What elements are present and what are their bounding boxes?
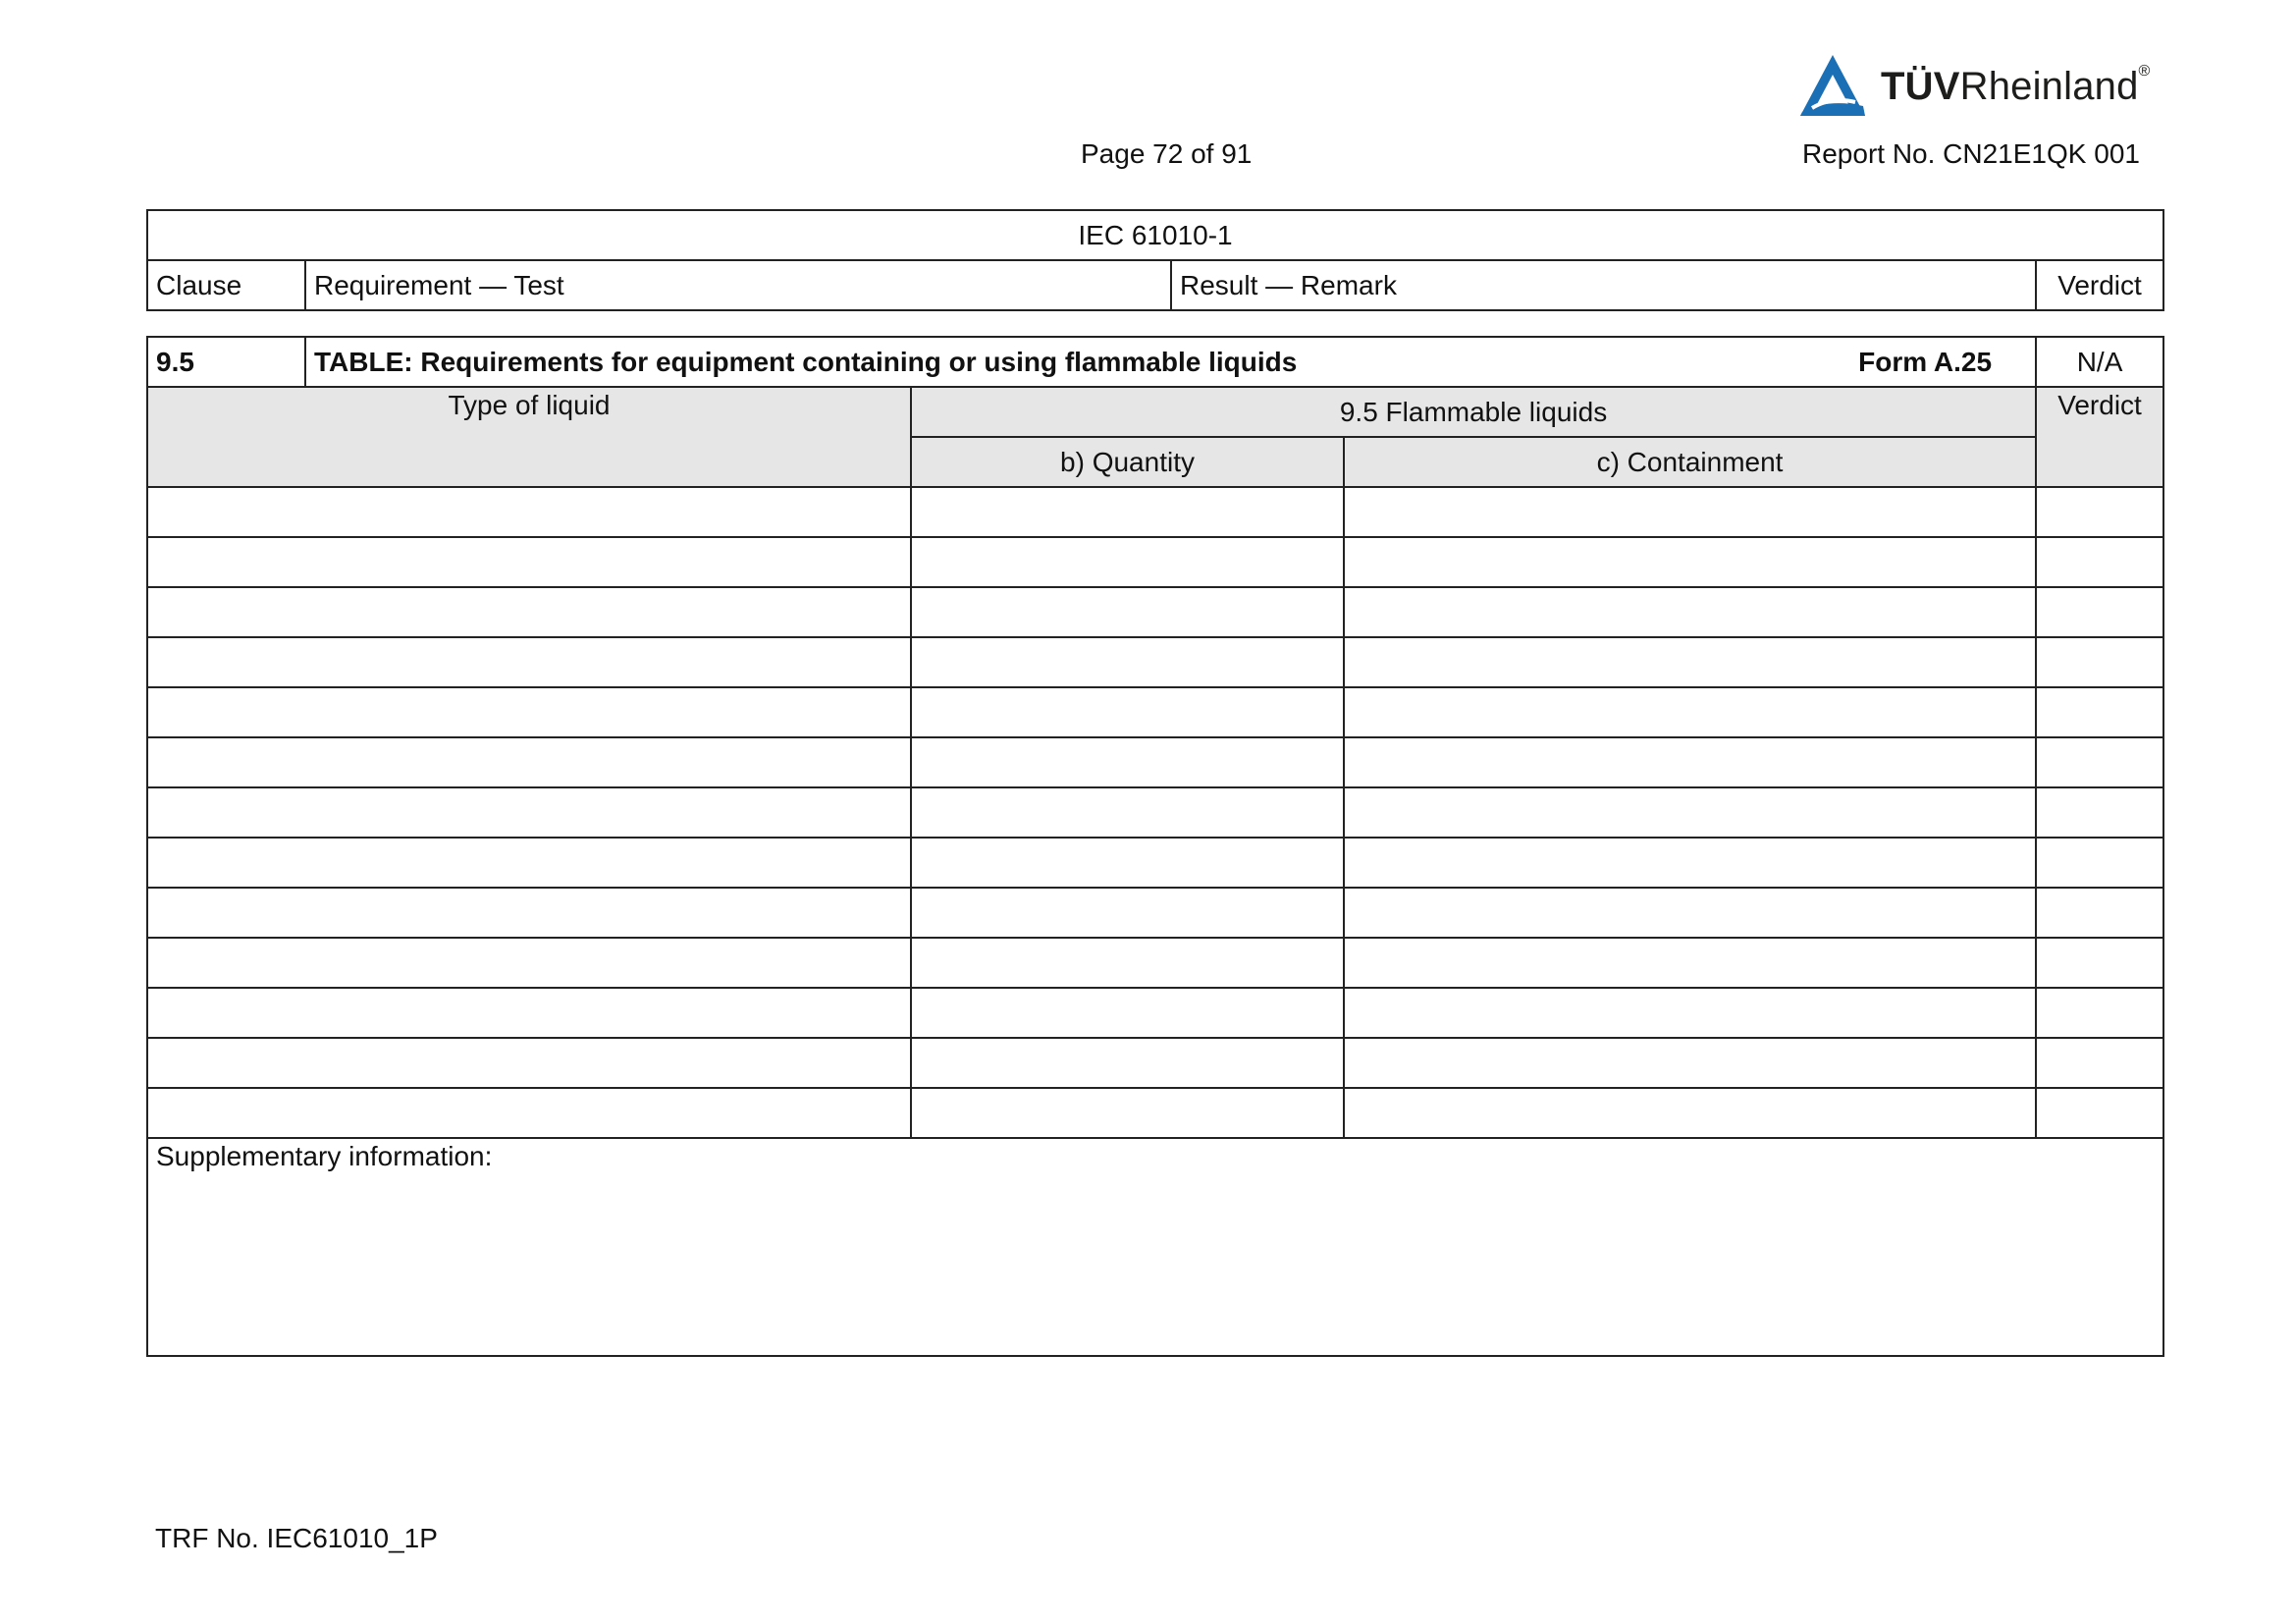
cell-type-of-liquid (147, 487, 911, 537)
cell-type-of-liquid (147, 587, 911, 637)
table-row (147, 687, 2163, 737)
cell-type-of-liquid (147, 988, 911, 1038)
cell-verdict (2036, 637, 2163, 687)
cell-type-of-liquid (147, 1038, 911, 1088)
cell-type-of-liquid (147, 787, 911, 838)
column-result: Result — Remark (1171, 260, 2036, 310)
cell-quantity (911, 687, 1344, 737)
cell-quantity (911, 1038, 1344, 1088)
cell-type-of-liquid (147, 938, 911, 988)
table-verdict: N/A (2036, 337, 2163, 387)
cell-verdict (2036, 838, 2163, 888)
cell-verdict (2036, 537, 2163, 587)
cell-containment (1344, 1038, 2036, 1088)
table-row (147, 888, 2163, 938)
cell-quantity (911, 838, 1344, 888)
cell-verdict (2036, 1038, 2163, 1088)
form-table (146, 336, 2164, 1357)
cell-quantity (911, 787, 1344, 838)
cell-containment (1344, 537, 2036, 587)
column-quantity: b) Quantity (911, 437, 1344, 487)
column-verdict: Verdict (2036, 387, 2163, 487)
table-title: TABLE: Requirements for equipment containing or using flammable liquids (314, 346, 1298, 377)
standard-header-table (146, 209, 2164, 311)
cell-quantity (911, 637, 1344, 687)
table-row (147, 938, 2163, 988)
cell-quantity (911, 888, 1344, 938)
cell-quantity (911, 737, 1344, 787)
column-verdict: Verdict (2036, 260, 2163, 310)
cell-containment (1344, 737, 2036, 787)
cell-type-of-liquid (147, 838, 911, 888)
table-row (147, 637, 2163, 687)
cell-containment (1344, 988, 2036, 1038)
cell-containment (1344, 838, 2036, 888)
standard-title: IEC 61010-1 (147, 210, 2163, 260)
cell-containment (1344, 938, 2036, 988)
cell-quantity (911, 988, 1344, 1038)
table-row (147, 838, 2163, 888)
table-row (147, 1088, 2163, 1138)
cell-type-of-liquid (147, 888, 911, 938)
column-clause: Clause (147, 260, 305, 310)
table-row (147, 587, 2163, 637)
table-body (147, 487, 2163, 1138)
logo-wordmark: TÜVRheinland® (1881, 63, 2151, 108)
table-row (147, 1038, 2163, 1088)
cell-verdict (2036, 888, 2163, 938)
cell-containment (1344, 587, 2036, 637)
cell-verdict (2036, 737, 2163, 787)
cell-quantity (911, 587, 1344, 637)
cell-containment (1344, 888, 2036, 938)
column-type-of-liquid: Type of liquid (147, 387, 911, 487)
cell-containment (1344, 787, 2036, 838)
trf-number: TRF No. IEC61010_1P (155, 1523, 438, 1553)
cell-containment (1344, 687, 2036, 737)
cell-type-of-liquid (147, 687, 911, 737)
table-row (147, 988, 2163, 1038)
cell-containment (1344, 1088, 2036, 1138)
clause-number: 9.5 (147, 337, 305, 387)
cell-verdict (2036, 587, 2163, 637)
table-row (147, 537, 2163, 587)
cell-type-of-liquid (147, 1088, 911, 1138)
table-row (147, 787, 2163, 838)
cell-quantity (911, 487, 1344, 537)
cell-verdict (2036, 1088, 2163, 1138)
cell-type-of-liquid (147, 637, 911, 687)
table-row (147, 487, 2163, 537)
column-containment: c) Containment (1344, 437, 2036, 487)
cell-verdict (2036, 687, 2163, 737)
cell-containment (1344, 487, 2036, 537)
cell-containment (1344, 637, 2036, 687)
tuv-triangle-logo-icon (1798, 53, 1867, 118)
cell-verdict (2036, 938, 2163, 988)
table-row (147, 737, 2163, 787)
table-title-cell (305, 337, 2036, 387)
page-number: Page 72 of 91 (1081, 138, 1253, 169)
cell-quantity (911, 1088, 1344, 1138)
cell-type-of-liquid (147, 537, 911, 587)
cell-quantity (911, 938, 1344, 988)
cell-verdict (2036, 988, 2163, 1038)
supplementary-information: Supplementary information: (147, 1138, 2163, 1356)
column-requirement: Requirement — Test (305, 260, 1171, 310)
report-number: Report No. CN21E1QK 001 (1802, 138, 2140, 169)
cell-type-of-liquid (147, 737, 911, 787)
column-group-flammable-liquids: 9.5 Flammable liquids (911, 387, 2036, 437)
cell-verdict (2036, 787, 2163, 838)
cell-verdict (2036, 487, 2163, 537)
form-number: Form A.25 (1858, 346, 1993, 377)
cell-quantity (911, 537, 1344, 587)
